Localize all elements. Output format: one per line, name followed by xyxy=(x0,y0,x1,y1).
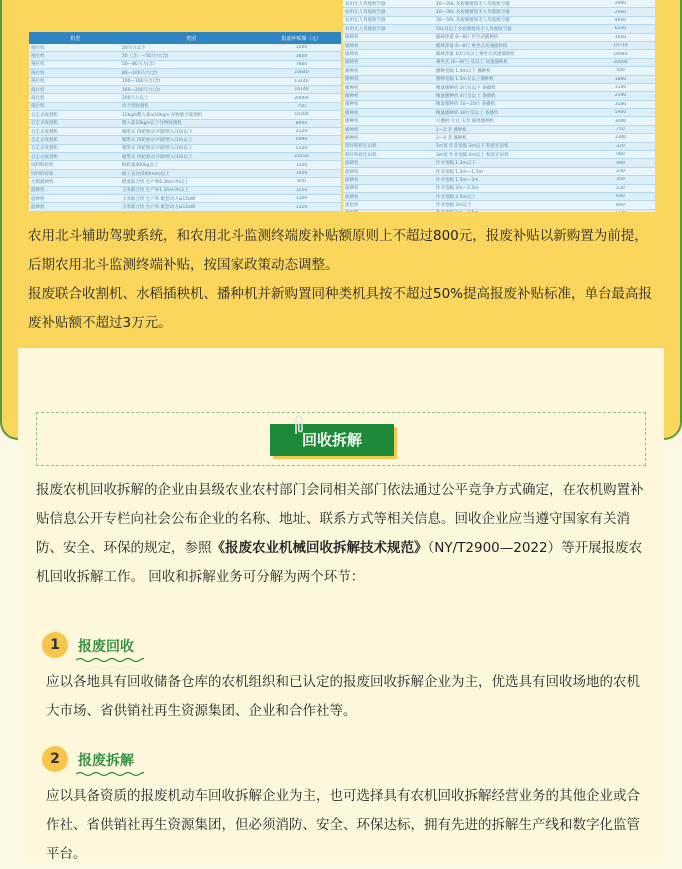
table-cell: 1800 xyxy=(584,77,655,82)
table-cell: 50—80马力(含) xyxy=(120,61,260,67)
table-cell: 20马力以下 xyxy=(120,45,260,51)
table-cell: 20000 xyxy=(260,96,341,101)
table-cell: 2m宽 作业宽幅 3m以下 粉碎还田机 xyxy=(434,143,584,149)
table-cell: 20（含）—50马力(含) xyxy=(120,53,260,59)
table-cell: 作业宽幅 1.2m—1.5m xyxy=(434,169,584,175)
table-cell: 3850 xyxy=(260,54,341,59)
table-row xyxy=(29,153,341,161)
table-row xyxy=(29,86,341,94)
table-cell: 自走式收割机 xyxy=(29,145,120,151)
table-cell: 1500 xyxy=(260,45,341,50)
table-cell: 13140 xyxy=(260,79,341,84)
table-cell: 100—160马力(含) xyxy=(120,78,260,84)
table-cell: 拖拉机 xyxy=(29,45,120,51)
subsidy-notes xyxy=(28,222,652,338)
step-number-badge: 2 xyxy=(42,746,68,772)
table-cell: 农用无人驾驶航空器 xyxy=(343,26,434,32)
table-row xyxy=(343,67,655,75)
table-row xyxy=(343,159,655,167)
table-row xyxy=(343,151,655,159)
table-cell: 旋耕机 xyxy=(343,160,434,166)
table-cell: 30—50L 多旋翼植保无人驾驶航空器 xyxy=(434,17,584,23)
table-cell: 320 xyxy=(584,144,655,149)
table-cell: 230 xyxy=(584,169,655,174)
table-row xyxy=(29,187,341,195)
table-cell: 播种机 xyxy=(343,68,434,74)
table-cell: 8000 xyxy=(260,121,341,126)
table-cell: 拖拉机 xyxy=(29,87,120,93)
table-cell: 旋耕机 xyxy=(29,187,120,193)
table-header-cell: 机型 xyxy=(29,35,120,42)
table-cell: 50L及以上多旋翼植保无人驾驶航空器 xyxy=(434,26,584,32)
table-cell: 播种机 xyxy=(343,127,434,133)
table-cell: 10150 xyxy=(260,154,341,159)
table-cell: 作业宽幅 2m—2.5m xyxy=(434,185,584,191)
subsidy-table-right xyxy=(343,0,655,212)
table-row xyxy=(29,94,341,102)
subsidy-tables-image xyxy=(29,0,655,212)
table-row xyxy=(343,0,655,8)
table-row xyxy=(29,145,341,153)
table-row xyxy=(343,210,655,212)
table-cell: 粉碎量400kg以上 xyxy=(120,162,260,168)
table-cell: 3000 xyxy=(584,119,655,124)
table-cell: 农用无人驾驶航空器 xyxy=(343,9,434,15)
table-row xyxy=(343,101,655,109)
table-cell: 自走式收割机 xyxy=(29,112,120,118)
table-cell: 精量播种机 4行及以上 条播机 xyxy=(434,93,584,99)
table-row xyxy=(343,193,655,201)
table-cell: 播种机 xyxy=(343,135,434,141)
table-cell: 2120 xyxy=(260,129,341,134)
table-cell: 530 xyxy=(584,186,655,191)
section-title: 回收拆解 xyxy=(270,424,394,456)
wave-underline xyxy=(76,657,144,663)
table-cell: 1050 xyxy=(584,35,655,40)
table-header xyxy=(29,32,341,44)
table-cell: 精量播种机 20行及以上 条播机 xyxy=(434,110,584,116)
step-number-badge: 1 xyxy=(42,632,68,658)
table-cell: 1—2 垄 播种机 xyxy=(434,127,584,133)
table-row xyxy=(29,161,341,169)
table-cell: 履带式 四轮驱动 四轮喂入(10)以上 xyxy=(120,145,260,151)
table-row xyxy=(343,143,655,151)
table-cell: 拖拉机 xyxy=(29,61,120,67)
table-cell: 拖拉机 xyxy=(29,103,120,109)
table-row xyxy=(343,92,655,100)
table-cell: 1120 xyxy=(584,85,655,90)
table-cell: 旋耕机 xyxy=(343,169,434,175)
table-cell: 4920 xyxy=(584,18,655,23)
table-cell: 玉米联合机 生产率 配套动力≥11kW xyxy=(120,204,260,210)
table-cell: 玉米联合机 生产率 配套动力≥11kW xyxy=(120,196,260,202)
table-cell: 旋耕机 xyxy=(343,177,434,183)
table-row xyxy=(29,69,341,77)
table-row xyxy=(29,136,341,144)
standard-reference: 《报废农业机械回收拆解技术规范》 xyxy=(212,540,428,556)
table-row xyxy=(343,176,655,184)
table-cell: 乘坐式 (6—8行) 及以上 高速插秧机 xyxy=(434,59,584,65)
table-cell: 690 xyxy=(584,194,655,199)
table-row xyxy=(29,111,341,119)
table-cell: 2060 xyxy=(584,1,655,6)
table-row xyxy=(343,17,655,25)
table-cell: 16940 xyxy=(584,52,655,57)
table-cell: 拖拉机 xyxy=(29,70,120,76)
table-cell: 7660 xyxy=(260,62,341,67)
table-cell: 饲料粉碎机 xyxy=(29,162,120,168)
table-row xyxy=(29,170,341,178)
table-cell: 履带式 四轮驱动 四轮喂入(10)以上 xyxy=(120,154,260,160)
table-cell: 3580 xyxy=(584,102,655,107)
table-row xyxy=(343,25,655,33)
table-cell: 16140 xyxy=(260,87,341,92)
table-cell: 20—30L 多旋翼植保无人驾驶航空器 xyxy=(434,9,584,15)
table-cell: 播种机 xyxy=(343,110,434,116)
step-text: 应以各地具有回收储备仓库的农机组织和已认定的报废回收拆解企业为主，优选具有回收场地的农机大市场、省供销社再生资源集团、企业和合作社等。 xyxy=(46,668,652,726)
table-cell: 200马力以上 xyxy=(120,95,260,101)
table-row xyxy=(29,195,341,203)
section-intro xyxy=(36,476,652,592)
table-cell: 1500 xyxy=(260,163,341,168)
table-cell: 3m宽 作业宽幅 4m以上 粉碎还田机 xyxy=(434,152,584,158)
table-row xyxy=(343,201,655,209)
table-cell: 饲料粉碎机 xyxy=(29,171,120,177)
table-row xyxy=(29,120,341,128)
table-row xyxy=(343,109,655,117)
table-cell: 自走式收割机 xyxy=(29,137,120,143)
step-title: 报废拆解 xyxy=(78,750,134,770)
table-cell: 12kg/s喂入量≥10kg/s 谷物联合收割机 xyxy=(120,112,260,118)
table-cell: 6520 xyxy=(584,26,655,31)
step-title: 报废回收 xyxy=(78,636,134,656)
table-body xyxy=(29,44,341,212)
table-cell: 1200 xyxy=(260,196,341,201)
table-row xyxy=(29,178,341,186)
table-row xyxy=(29,44,341,52)
table-cell: 旋耕机 xyxy=(343,185,434,191)
table-cell: 稻麦联合机 生产率6.3hm²/h以上 xyxy=(120,179,260,185)
table-cell: 890 xyxy=(584,203,655,208)
table-cell: 自走式收割机 xyxy=(29,120,120,126)
table-cell: 秸秆粉碎还田机 xyxy=(343,152,434,158)
table-cell: 10—20L 多旋翼植保无人驾驶航空器 xyxy=(434,1,584,7)
intro-text-tail: （NY/T2900—2022）等开展报废农机回收拆解工作。 回收和拆解业务可分解为两个环节： xyxy=(36,540,642,585)
intro-text: 报废农机回收拆解的企业由县级农业农村部门会同相关部门依法通过公平竞争方式确定，在农机购置补贴信息公开专栏向社会公布企业的名称、地址、联系方式等相关信息。回收企业应当遵守国家有关消防、安全、环保的规定，参照 xyxy=(36,482,644,556)
table-cell: 2960 xyxy=(584,10,655,15)
table-row xyxy=(343,50,655,58)
table-cell: 拖拉机 xyxy=(29,95,120,101)
table-cell: 精量播种机 3行及以下 条播机 xyxy=(434,85,584,91)
table-cell: 自走式收割机 xyxy=(29,129,120,135)
table-cell: 自走式收割机 xyxy=(29,154,120,160)
table-cell: 490 xyxy=(584,161,655,166)
table-row xyxy=(343,185,655,193)
table-cell xyxy=(343,210,434,212)
table-cell: 1550 xyxy=(260,188,341,193)
table-cell: 旋耕机 xyxy=(29,196,120,202)
table-cell: 履带式 四轮驱动 四轮喂入(10)以下 xyxy=(120,129,260,135)
table-cell: 拖拉机 xyxy=(29,78,120,84)
table-body xyxy=(343,0,655,212)
table-cell: 5130 xyxy=(260,146,341,151)
table-cell: 750 xyxy=(260,104,341,109)
step-text: 应以具备资质的报废机动车回收拆解企业为主，也可选择具有农机回收拆解经营业务的其他企业或合作社、省供销社再生资源集团，但必须消防、安全、环保达标，拥有先进的拆解生产线和数字化监管平台。 xyxy=(46,782,652,869)
table-cell: 5900 xyxy=(584,110,655,115)
wave-underline xyxy=(76,771,144,777)
table-cell: 玉米联合机 生产率1.5hm²/h以上 xyxy=(120,187,260,193)
table-cell: 插秧净量 6—8行 步行式插秧机 xyxy=(434,34,584,40)
table-cell: 插秧净量 6—8行 乘坐式高速插秧机 xyxy=(434,43,584,49)
table-cell: 20000 xyxy=(584,60,655,65)
table-cell: 插秧机 xyxy=(343,43,434,49)
table-row xyxy=(343,134,655,142)
table-row xyxy=(343,126,655,134)
table-cell xyxy=(584,211,655,212)
paperclip-icon xyxy=(292,414,306,436)
table-cell: 560 xyxy=(584,152,655,157)
table-row xyxy=(29,61,341,69)
table-cell: 履带式 四轮驱动 四轮喂入(10)以上 xyxy=(120,137,260,143)
note-paragraph: 报废联合收割机、水稻插秧机、播种机并新购置同种类机具按不超过50%提高报废补贴标准，单台最高报废补贴额不超过3万元。 xyxy=(28,280,652,338)
table-row xyxy=(343,76,655,84)
table-cell: 作业宽幅 2m以下 xyxy=(434,202,584,208)
table-row xyxy=(29,103,341,111)
table-cell: 梳子直径(500mm)以上 xyxy=(120,171,260,177)
table-cell xyxy=(434,210,584,212)
table-cell: 旋耕机 xyxy=(29,204,120,210)
note-paragraph: 农用北斗辅助驾驶系统，和农用北斗监测终端废补贴额原则上不超过800元，报废补贴以新购置为前提，后期农用北斗监测终端补贴，按国家政策动态调整。 xyxy=(28,222,652,280)
table-row xyxy=(29,128,341,136)
table-cell: 160—200马力(含) xyxy=(120,87,260,93)
table-cell: 动力型收割机 xyxy=(120,103,260,109)
table-cell: 农用无人驾驶航空器 xyxy=(343,1,434,7)
table-cell: 500 xyxy=(584,68,655,73)
table-cell: 650 xyxy=(260,179,341,184)
table-cell: 1950 xyxy=(260,171,341,176)
table-cell: 80—100马力(含) xyxy=(120,70,260,76)
table-header-cell: 类别 xyxy=(120,35,260,42)
table-cell: 作业宽幅 2.5m以上 xyxy=(434,194,584,200)
table-cell: 2190 xyxy=(584,93,655,98)
table-row xyxy=(343,59,655,67)
table-cell: 秸秆粉碎还田机 xyxy=(343,143,434,149)
section-title-badge xyxy=(270,414,394,458)
table-cell: 播种宽幅 1.5m及以上播种机 xyxy=(434,76,584,82)
table-cell: 穴播机 大豆 玉米 通用播种机 xyxy=(434,118,584,124)
table-cell: 播种机 xyxy=(343,93,434,99)
table-cell: 710 xyxy=(584,127,655,132)
table-row xyxy=(343,8,655,16)
table-cell: 作业宽幅 1.5m—2m xyxy=(434,177,584,183)
table-cell: 播种宽幅 1.5m以下 播种机 xyxy=(434,68,584,74)
table-cell: 水稻插秧机 xyxy=(29,179,120,185)
table-cell: 拖拉机 xyxy=(29,53,120,59)
table-row xyxy=(343,42,655,50)
table-cell: 播种机 xyxy=(343,101,434,107)
table-cell: 10640 xyxy=(260,70,341,75)
table-cell: 作业宽幅 1.2m以下 xyxy=(434,160,584,166)
table-cell: 1310 xyxy=(260,205,341,210)
table-cell: 深松机 xyxy=(343,202,434,208)
table-row xyxy=(343,34,655,42)
table-cell: 播种机 xyxy=(343,118,434,124)
table-cell: 插秧机 xyxy=(343,34,434,40)
table-header-cell: 报废补贴额（元） xyxy=(260,35,341,42)
table-cell: 旋耕机 xyxy=(343,194,434,200)
table-row xyxy=(343,84,655,92)
subsidy-table-left xyxy=(29,32,341,212)
table-cell: 插秧净量 10行及以上乘坐式高速插秧机 xyxy=(434,51,584,57)
table-cell: 3—4 垄 播种机 xyxy=(434,135,584,141)
table-row xyxy=(29,52,341,60)
table-cell: 10710 xyxy=(584,43,655,48)
table-row xyxy=(29,78,341,86)
table-cell: 1300 xyxy=(584,135,655,140)
table-cell: 喂入量10kg/s以下谷物收割机 xyxy=(120,120,260,126)
table-row xyxy=(29,203,341,211)
table-cell: 播种机 xyxy=(343,76,434,82)
table-cell: 插秧机 xyxy=(343,59,434,65)
table-row xyxy=(343,168,655,176)
table-row xyxy=(343,117,655,125)
table-cell: 插秧机 xyxy=(343,51,434,57)
table-cell: 农用无人驾驶航空器 xyxy=(343,17,434,23)
table-cell: 4490 xyxy=(260,137,341,142)
table-cell: 播种机 xyxy=(343,85,434,91)
table-cell: 10200 xyxy=(260,112,341,117)
table-cell: 350 xyxy=(584,177,655,182)
table-cell: 精量播种机 10—20行 条播机 xyxy=(434,101,584,107)
